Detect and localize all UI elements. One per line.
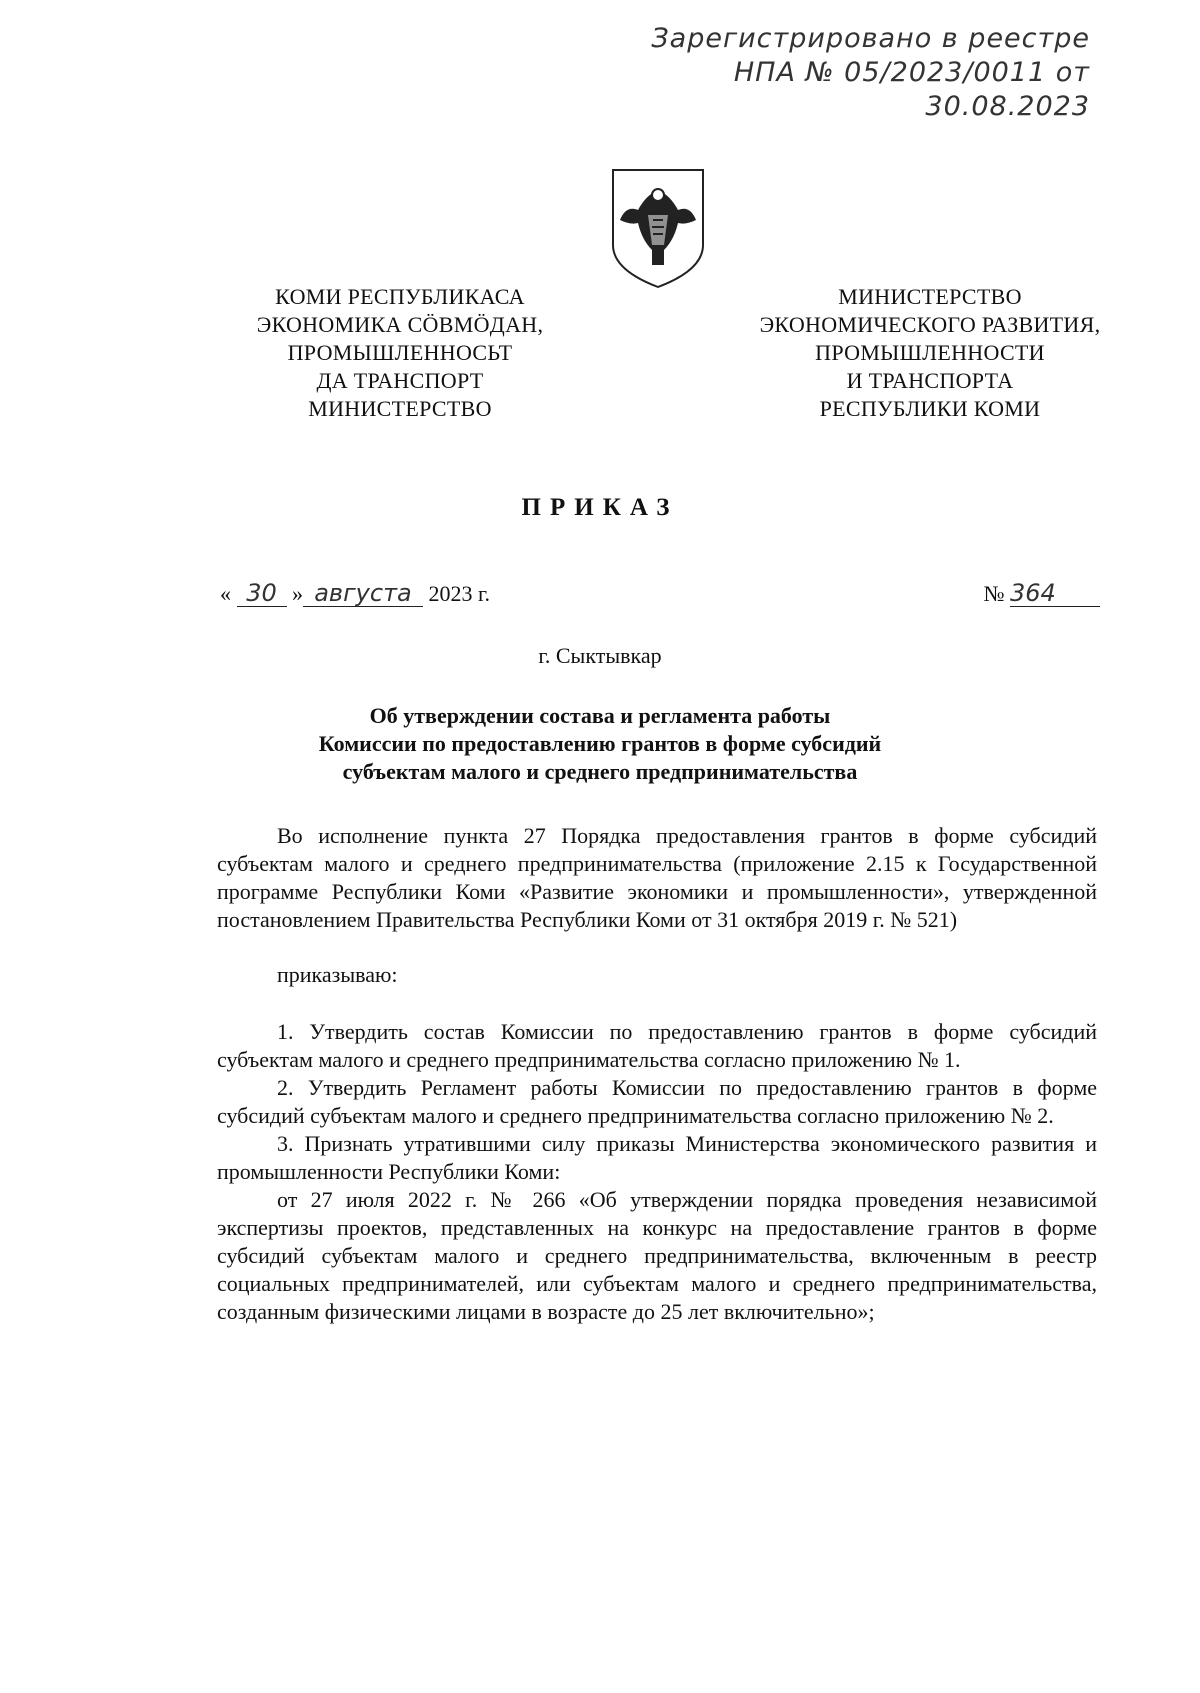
subject [0, 702, 1200, 786]
date-month: августа [303, 580, 423, 607]
document-type: ПРИКАЗ [521, 494, 679, 521]
preamble [217, 822, 1097, 934]
order-item: от 27 июля 2022 г. № 266 «Об утверждении порядка проведения независимой экспертизы проектов, представленных на конкурс на предоставление грантов в форме субсидий субъектам малого и среднего предпринимательства, включенным в реестр социальных предпринимателей, или субъектам малого и среднего предпринимательства, созданным физическими лицами в возрасте до 25 лет включительно»; [217, 1187, 1097, 1324]
header-right-line: МИНИСТЕРСТВО [838, 284, 1022, 309]
coat-of-arms-icon [608, 165, 708, 290]
order-number-value: 364 [1010, 580, 1100, 607]
header-left-line: ЭКОНОМИКА СӦВМӦДАН, [256, 312, 544, 337]
date-open-quote: « [220, 581, 231, 606]
order-item: 3. Признать утратившими силу приказы Министерства экономического развития и промышленности Республики Коми: [217, 1131, 1097, 1184]
order-number-label: № [983, 581, 1005, 606]
header-left-line: КОМИ РЕСПУБЛИКАСА [275, 284, 525, 309]
header-right-line: И ТРАНСПОРТА [846, 368, 1014, 393]
order-number [984, 580, 1101, 607]
date-line [220, 580, 490, 607]
subject-line: Об утверждении состава и регламента работы [369, 703, 831, 728]
preamble-text: Во исполнение пункта 27 Порядка предоставления грантов в форме субсидий субъектам малого и среднего предпринимательства (приложение 2.15 к Государственной программе Республики Коми «Развитие экономики и промышленности», утвержденной постановлением Правительства Республики Коми от 31 октября 2019 г. № 521) [217, 823, 1097, 932]
registration-note [590, 22, 1090, 124]
order-items [217, 1018, 1097, 1326]
city: г. Сыктывкар [538, 643, 662, 668]
header-left-line: ДА ТРАНСПОРТ [316, 368, 484, 393]
order-item: 2. Утвердить Регламент работы Комиссии по предоставлению грантов в форме субсидий субъектам малого и среднего предпринимательства согласно приложению № 2. [217, 1075, 1097, 1128]
header-right-line: ЭКОНОМИЧЕСКОГО РАЗВИТИЯ, [759, 312, 1101, 337]
header-right-line: РЕСПУБЛИКИ КОМИ [819, 396, 1041, 421]
header-right [730, 283, 1130, 423]
date-year: 2023 г. [428, 581, 491, 606]
header-right-line: ПРОМЫШЛЕННОСТИ [815, 340, 1045, 365]
registration-note-line2: НПА № 05/2023/0011 от 30.08.2023 [733, 57, 1090, 122]
date-day: 30 [237, 580, 287, 607]
order-item: 1. Утвердить состав Комиссии по предоставлению грантов в форме субсидий субъектам малого и среднего предпринимательства согласно приложению № 1. [217, 1019, 1097, 1072]
subject-line: субъектам малого и среднего предпринимательства [342, 759, 858, 784]
order-word: приказываю: [277, 962, 398, 987]
subject-line: Комиссии по предоставлению грантов в форме субсидий [318, 731, 882, 756]
header-left-line: ПРОМЫШЛЕННОСЬТ [287, 340, 513, 365]
registration-note-line1: Зарегистрировано в реестре [651, 23, 1090, 54]
header-left [220, 283, 580, 423]
header-left-line: МИНИСТЕРСТВО [308, 396, 492, 421]
date-close-quote: » [292, 581, 303, 606]
